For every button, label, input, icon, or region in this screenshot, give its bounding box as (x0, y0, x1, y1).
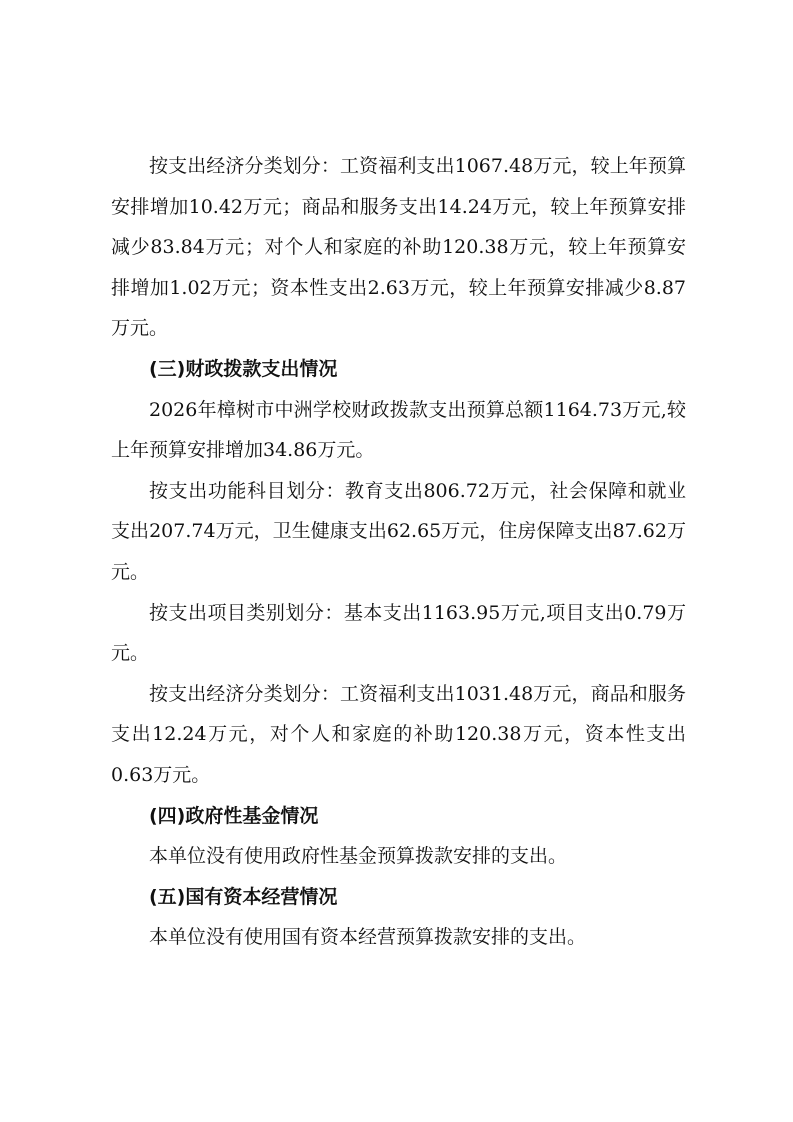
section-heading-state-capital: (五)国有资本经营情况 (149, 885, 338, 908)
paragraph-project-category: 按支出项目类别划分：基本支出1163.95万元,项目支出0.79万元。 (111, 601, 686, 665)
document-body (111, 146, 686, 958)
paragraph-economic-classification-fiscal: 按支出经济分类划分：工资福利支出1031.48万元，商品和服务支出12.24万元，对个人和家庭的补助120.38万元，资本性支出0.63万元。 (111, 682, 686, 786)
paragraph-government-fund: 本单位没有使用政府性基金预算拨款安排的支出。 (149, 845, 568, 868)
section-heading-government-fund: (四)政府性基金情况 (149, 804, 319, 827)
paragraph-economic-classification-total: 按支出经济分类划分：工资福利支出1067.48万元，较上年预算安排增加10.42万元；商品和服务支出14.24万元，较上年预算安排减少83.84万元；对个人和家庭的补助120.38万元，较上年预算安排增加1.02万元；资本性支出2.63万元，较上年预算安排减少8.87万元。 (111, 155, 686, 340)
section-heading-fiscal-appropriation: (三)财政拨款支出情况 (149, 357, 338, 380)
paragraph-state-capital: 本单位没有使用国有资本经营预算拨款安排的支出。 (149, 926, 587, 949)
paragraph-functional-classification: 按支出功能科目划分：教育支出806.72万元，社会保障和就业支出207.74万元，卫生健康支出62.65万元，住房保障支出87.62万元。 (111, 479, 686, 583)
paragraph-fiscal-total: 2026年樟树市中洲学校财政拨款支出预算总额1164.73万元,较上年预算安排增加34.86万元。 (111, 398, 686, 462)
